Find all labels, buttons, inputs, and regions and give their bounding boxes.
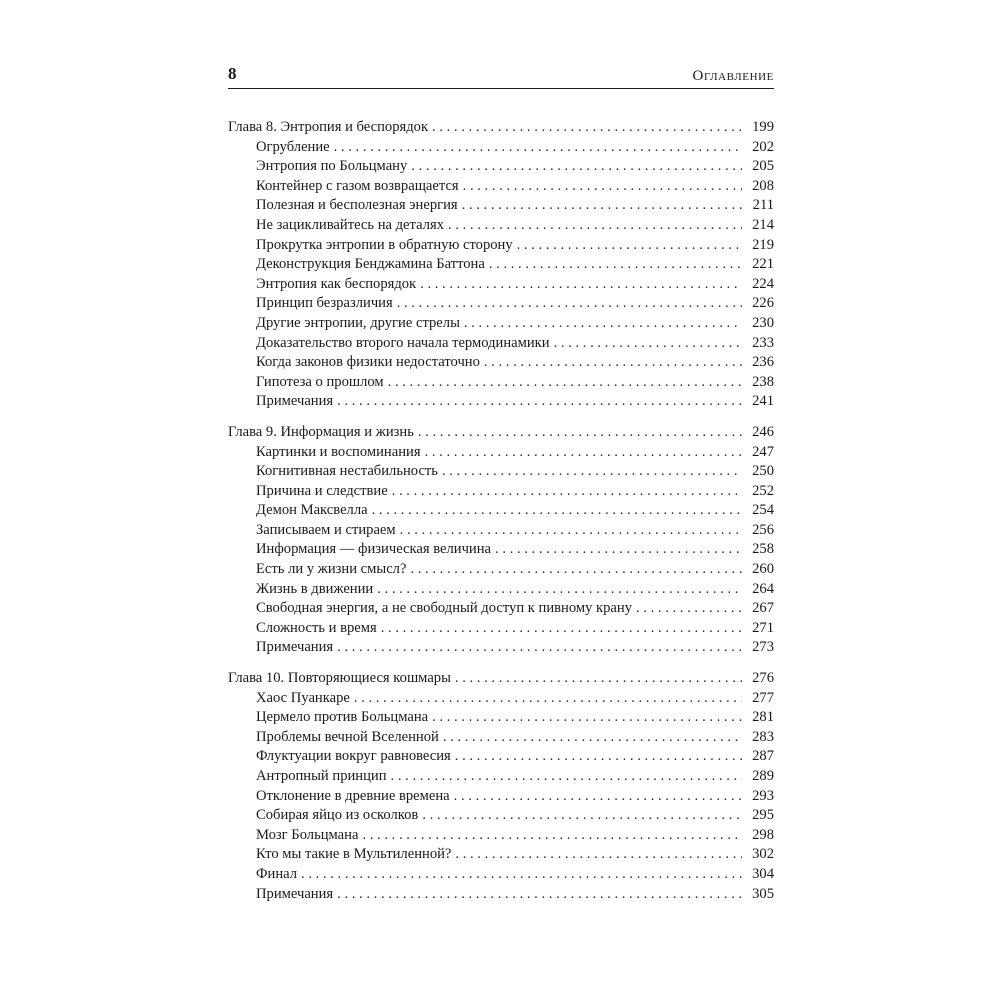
- chapter-title: Глава 9. Информация и жизнь: [228, 423, 414, 440]
- page-number: 8: [228, 64, 237, 83]
- dot-leader: [489, 255, 742, 275]
- page-ref: 208: [752, 177, 774, 194]
- page-ref: 289: [752, 768, 774, 784]
- page-ref: 271: [752, 619, 774, 636]
- toc-section-entry: [228, 482, 774, 502]
- toc-section-entry: [228, 196, 774, 216]
- toc-section-entry: [228, 885, 774, 905]
- dot-leader: [554, 334, 742, 354]
- toc-section-entry: [228, 501, 774, 521]
- section-title: Информация — физическая величина: [256, 541, 492, 558]
- toc-section-entry: [228, 747, 774, 767]
- page-ref: 256: [752, 521, 774, 538]
- section-title: Гипотеза о прошлом: [256, 373, 384, 390]
- page-ref: 305: [752, 885, 774, 902]
- page-ref: 246: [752, 423, 774, 440]
- toc-chapter: [228, 669, 774, 904]
- section-title: Хаос Пуанкаре: [256, 689, 350, 706]
- section-title: Цермело против Больцмана: [256, 709, 429, 726]
- toc-section-entry: [228, 275, 774, 295]
- toc-section-entry: [228, 708, 774, 728]
- section-title: Финал: [256, 865, 298, 882]
- toc-section-entry: [228, 177, 774, 197]
- page-ref: 252: [752, 482, 774, 499]
- section-title: Демон Максвелла: [256, 502, 368, 519]
- page-ref: 273: [752, 639, 774, 656]
- page-ref: 224: [752, 275, 774, 292]
- dot-leader: [464, 314, 742, 334]
- dot-leader: [455, 669, 742, 689]
- dot-leader: [410, 560, 742, 580]
- dot-leader: [432, 708, 742, 728]
- section-title: Когнитивная нестабильность: [256, 463, 438, 480]
- page-ref: 233: [752, 334, 774, 351]
- section-title: Сложность и время: [256, 619, 377, 636]
- section-title: Энтропия как беспорядок: [256, 275, 417, 292]
- page-ref: 226: [752, 295, 774, 312]
- dot-leader: [354, 689, 742, 709]
- page-ref: 277: [752, 689, 774, 706]
- running-head: Оглавление: [692, 68, 774, 84]
- toc-section-entry: [228, 540, 774, 560]
- toc-section-entry: [228, 294, 774, 314]
- page-ref: 238: [752, 373, 774, 390]
- dot-leader: [372, 501, 742, 521]
- page-ref: 260: [752, 561, 774, 578]
- section-title: Контейнер с газом возвращается: [256, 177, 459, 194]
- toc-section-entry: [228, 845, 774, 865]
- section-title: Отклонение в древние времена: [256, 787, 450, 804]
- toc-chapter-entry: [228, 669, 774, 689]
- section-title: Причина и следствие: [256, 482, 388, 499]
- chapter-title: Глава 10. Повторяющиеся кошмары: [228, 670, 451, 687]
- section-title: Флуктуации вокруг равновесия: [256, 748, 451, 765]
- toc-section-entry: [228, 255, 774, 275]
- dot-leader: [334, 138, 742, 158]
- section-title: Доказательство второго начала термодинамики: [256, 334, 550, 351]
- toc-section-entry: [228, 334, 774, 354]
- page-ref: 211: [752, 197, 774, 214]
- page-ref: 205: [752, 158, 774, 175]
- section-title: Примечания: [256, 639, 334, 656]
- dot-leader: [425, 443, 742, 463]
- dot-leader: [463, 177, 742, 197]
- dot-leader: [400, 521, 742, 541]
- section-title: Энтропия по Больцману: [256, 158, 408, 175]
- dot-leader: [420, 275, 742, 295]
- dot-leader: [392, 482, 742, 502]
- section-title: Не зацикливайтесь на деталях: [256, 216, 444, 233]
- dot-leader: [337, 392, 742, 412]
- section-title: Прокрутка энтропии в обратную сторону: [256, 236, 513, 253]
- page-ref: 219: [752, 236, 774, 253]
- toc-section-entry: [228, 236, 774, 256]
- toc-section-entry: [228, 580, 774, 600]
- page-ref: 236: [752, 354, 774, 371]
- toc-chapter-entry: [228, 423, 774, 443]
- section-title: Огрубление: [256, 138, 330, 155]
- section-title: Жизнь в движении: [256, 580, 374, 597]
- toc-section-entry: [228, 138, 774, 158]
- dot-leader: [462, 196, 742, 216]
- dot-leader: [636, 599, 742, 619]
- chapter-title: Глава 8. Энтропия и беспорядок: [228, 119, 429, 135]
- page-ref: 254: [752, 502, 774, 519]
- section-title: Кто мы такие в Мультиленной?: [256, 846, 452, 863]
- toc-section-entry: [228, 787, 774, 807]
- section-title: Деконструкция Бенджамина Баттона: [256, 256, 485, 273]
- section-title: Есть ли у жизни смысл?: [256, 561, 407, 578]
- dot-leader: [455, 845, 742, 865]
- page-ref: 214: [752, 216, 774, 233]
- page-ref: 287: [752, 748, 774, 765]
- dot-leader: [388, 373, 742, 393]
- dot-leader: [517, 236, 742, 256]
- section-title: Примечания: [256, 885, 334, 902]
- toc-section-entry: [228, 689, 774, 709]
- toc-section-entry: [228, 865, 774, 885]
- page-ref: 258: [752, 541, 774, 558]
- section-title: Полезная и бесполезная энергия: [256, 197, 458, 214]
- page-ref: 264: [752, 580, 774, 597]
- section-title: Собирая яйцо из осколков: [256, 807, 419, 824]
- page-ref: 304: [752, 865, 774, 882]
- toc-chapter-entry: [228, 118, 774, 138]
- dot-leader: [337, 638, 742, 658]
- dot-leader: [432, 118, 742, 138]
- section-title: Антропный принцип: [256, 768, 387, 784]
- section-title: Свободная энергия, а не свободный доступ к пивному крану: [256, 600, 633, 617]
- toc-section-entry: [228, 560, 774, 580]
- page-ref: 247: [752, 443, 774, 460]
- toc-section-entry: [228, 314, 774, 334]
- toc-section-entry: [228, 462, 774, 482]
- page-ref: 230: [752, 314, 774, 331]
- toc-section-entry: [228, 521, 774, 541]
- toc-section-entry: [228, 806, 774, 826]
- toc-chapter: [228, 118, 774, 412]
- page-ref: 281: [752, 709, 774, 726]
- page-ref: 250: [752, 463, 774, 480]
- dot-leader: [454, 787, 742, 807]
- toc-section-entry: [228, 599, 774, 619]
- page-ref: 202: [752, 138, 774, 155]
- toc-section-entry: [228, 443, 774, 463]
- toc-section-entry: [228, 373, 774, 393]
- page-ref: 267: [752, 600, 774, 617]
- dot-leader: [448, 216, 742, 236]
- section-title: Принцип безразличия: [256, 295, 393, 312]
- dot-leader: [422, 806, 742, 826]
- toc-section-entry: [228, 353, 774, 373]
- page-ref: 221: [752, 256, 774, 273]
- section-title: Мозг Больцмана: [256, 826, 359, 843]
- dot-leader: [397, 294, 742, 314]
- page-ref: 241: [752, 393, 774, 410]
- section-title: Картинки и воспоминания: [256, 443, 421, 460]
- page-ref: 298: [752, 826, 774, 843]
- dot-leader: [443, 728, 742, 748]
- toc-section-entry: [228, 392, 774, 412]
- dot-leader: [377, 580, 742, 600]
- toc-section-entry: [228, 216, 774, 236]
- page-ref: 276: [752, 670, 774, 687]
- dot-leader: [418, 423, 742, 443]
- page-ref: 283: [752, 728, 774, 745]
- toc-section-entry: [228, 767, 774, 787]
- dot-leader: [381, 619, 742, 639]
- section-title: Примечания: [256, 393, 334, 410]
- dot-leader: [442, 462, 742, 482]
- dot-leader: [337, 885, 742, 905]
- toc-section-entry: [228, 157, 774, 177]
- dot-leader: [301, 865, 742, 885]
- dot-leader: [362, 826, 742, 846]
- table-of-contents: [228, 118, 774, 915]
- toc-section-entry: [228, 728, 774, 748]
- toc-section-entry: [228, 619, 774, 639]
- section-title: Другие энтропии, другие стрелы: [256, 314, 460, 331]
- page-ref: 293: [752, 787, 774, 804]
- dot-leader: [495, 540, 742, 560]
- dot-leader: [391, 767, 742, 787]
- section-title: Когда законов физики недостаточно: [256, 354, 480, 371]
- dot-leader: [484, 353, 742, 373]
- toc-section-entry: [228, 638, 774, 658]
- toc-section-entry: [228, 826, 774, 846]
- header-rule: [228, 88, 774, 89]
- dot-leader: [411, 157, 742, 177]
- page-ref: 302: [752, 846, 774, 863]
- page-ref: 295: [752, 807, 774, 824]
- page-ref: 199: [752, 119, 774, 135]
- dot-leader: [455, 747, 742, 767]
- section-title: Записываем и стираем: [256, 521, 396, 538]
- section-title: Проблемы вечной Вселенной: [256, 728, 439, 745]
- toc-chapter: [228, 423, 774, 658]
